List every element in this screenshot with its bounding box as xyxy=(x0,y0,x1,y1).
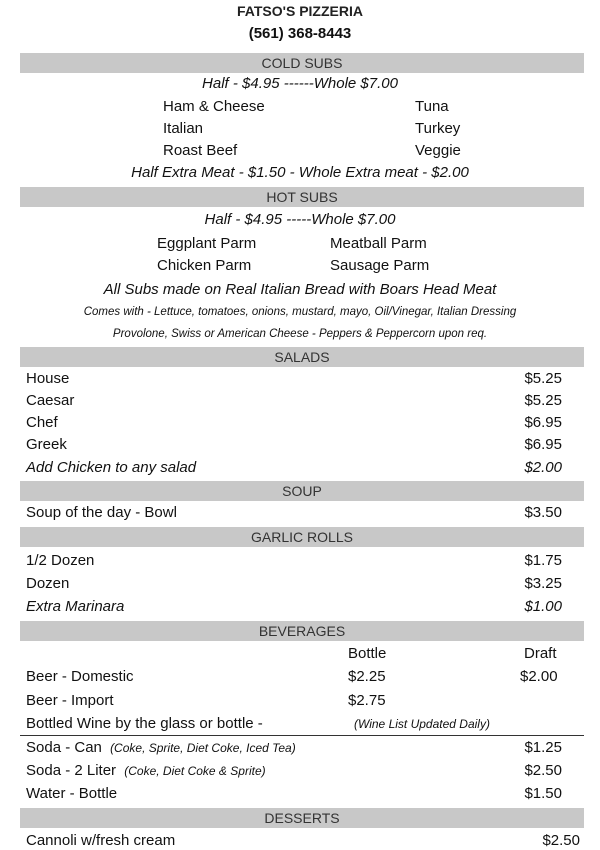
beer-domestic-draft-price: $2.00 xyxy=(520,668,558,685)
hot-sub-item: Eggplant Parm xyxy=(157,235,257,252)
cold-subs-heading: COLD SUBS xyxy=(20,53,584,73)
salad-item-price: $6.95 xyxy=(524,414,562,431)
bottle-column-header: Bottle xyxy=(348,645,387,662)
water-price: $1.50 xyxy=(524,785,562,802)
garlic-roll-item-price: $3.25 xyxy=(524,575,562,592)
salads-heading: SALADS xyxy=(20,347,584,367)
hot-subs-pricing: Half - $4.95 -----Whole $7.00 xyxy=(204,211,396,228)
beverages-divider xyxy=(20,735,584,736)
salad-item-price: $5.25 xyxy=(524,370,562,387)
dessert-item-price: $2.50 xyxy=(542,832,580,849)
comes-with-line-2: Provolone, Swiss or American Cheese - Peppers & Peppercorn upon req. xyxy=(112,328,488,340)
soda-can-price: $1.25 xyxy=(524,739,562,756)
draft-column-header: Draft xyxy=(524,645,557,662)
garlic-roll-addon-price: $1.00 xyxy=(524,598,562,615)
water-name: Water - Bottle xyxy=(26,785,118,802)
restaurant-name: FATSO'S PIZZERIA xyxy=(237,3,363,19)
soda-2liter-name: Soda - 2 Liter xyxy=(26,762,117,779)
garlic-roll-item-name: 1/2 Dozen xyxy=(26,552,95,569)
hot-subs-heading: HOT SUBS xyxy=(20,187,584,207)
wine-name: Bottled Wine by the glass or bottle - xyxy=(26,715,263,732)
beer-import-bottle-price: $2.75 xyxy=(348,692,386,709)
cold-sub-item: Italian xyxy=(163,120,204,137)
beverages-heading: BEVERAGES xyxy=(20,621,584,641)
hot-sub-item: Chicken Parm xyxy=(157,257,252,274)
hot-sub-item: Meatball Parm xyxy=(330,235,427,252)
garlic-roll-addon-name: Extra Marinara xyxy=(26,598,125,615)
salad-item-name: Caesar xyxy=(26,392,75,409)
cold-sub-item: Veggie xyxy=(415,142,461,159)
soda-2liter-price: $2.50 xyxy=(524,762,562,779)
phone-number: (561) 368-8443 xyxy=(248,25,352,42)
hot-sub-item: Sausage Parm xyxy=(330,257,430,274)
salad-item-name: Chef xyxy=(26,414,58,431)
soda-can-name: Soda - Can xyxy=(26,739,102,756)
dessert-item-name: Cannoli w/fresh cream xyxy=(26,832,176,849)
salad-addon-name: Add Chicken to any salad xyxy=(26,459,197,476)
soda-2liter-item xyxy=(26,762,266,779)
comes-with-line-1: Comes with - Lettuce, tomatoes, onions, mustard, mayo, Oil/Vinegar, Italian Dressing xyxy=(83,306,517,318)
salad-item-name: Greek xyxy=(26,436,67,453)
soup-heading: SOUP xyxy=(20,481,584,501)
soup-item-price: $3.50 xyxy=(524,504,562,521)
soda-can-detail: (Coke, Sprite, Diet Coke, Iced Tea) xyxy=(110,741,296,755)
beer-domestic-bottle-price: $2.25 xyxy=(348,668,386,685)
cold-sub-item: Roast Beef xyxy=(163,142,238,159)
soda-can-item xyxy=(26,739,296,756)
salad-item-price: $6.95 xyxy=(524,436,562,453)
beer-import-name: Beer - Import xyxy=(26,692,114,709)
desserts-heading: DESSERTS xyxy=(20,808,584,828)
salad-addon-price: $2.00 xyxy=(524,459,562,476)
salad-item-price: $5.25 xyxy=(524,392,562,409)
cold-sub-item: Ham & Cheese xyxy=(163,98,265,115)
garlic-roll-item-name: Dozen xyxy=(26,575,70,592)
cold-sub-item: Tuna xyxy=(415,98,449,115)
cold-subs-pricing: Half - $4.95 ------Whole $7.00 xyxy=(202,75,398,92)
soup-item-name: Soup of the day - Bowl xyxy=(26,504,177,521)
garlic-roll-item-price: $1.75 xyxy=(524,552,562,569)
garlic-rolls-heading: GARLIC ROLLS xyxy=(20,527,584,547)
cold-subs-extra-meat: Half Extra Meat - $1.50 - Whole Extra meat - $2.00 xyxy=(131,164,469,181)
cold-sub-item: Turkey xyxy=(415,120,461,137)
wine-list-note: (Wine List Updated Daily) xyxy=(354,717,490,731)
soda-2liter-detail: (Coke, Diet Coke & Sprite) xyxy=(124,764,266,778)
beer-domestic-name: Beer - Domestic xyxy=(26,668,134,685)
hot-subs-bread-note: All Subs made on Real Italian Bread with Boars Head Meat xyxy=(103,281,497,298)
salad-item-name: House xyxy=(26,370,70,387)
